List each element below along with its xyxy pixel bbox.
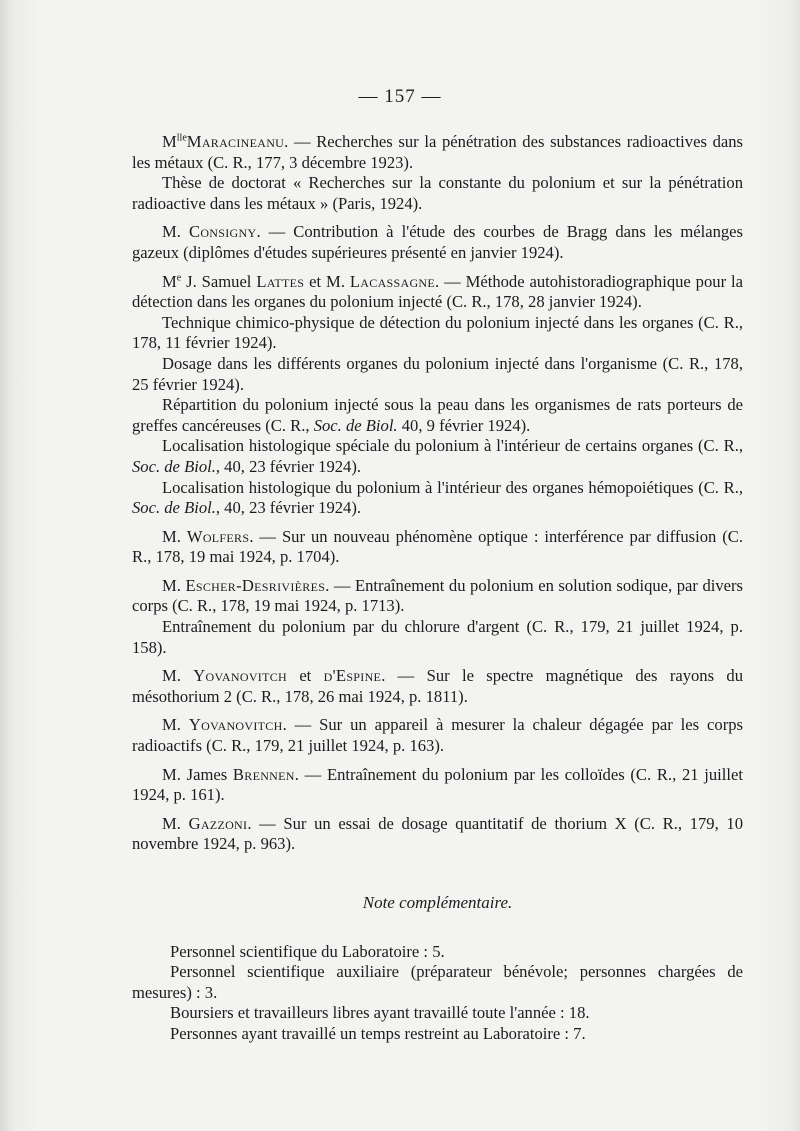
publication-journal: Soc. de Biol. — [313, 415, 398, 435]
author-conjunction: et — [286, 666, 324, 686]
author-name: Brennen — [232, 764, 295, 784]
author-name: Maracineanu — [186, 132, 285, 151]
publication-text: Thèse de doctorat « Recherches sur la constante du polonium et sur la pénétration radioactive dans les métaux » (Paris, 1924). — [132, 173, 743, 213]
publication-journal: Soc. de Biol. — [132, 456, 216, 476]
author-name: Gazzoni — [188, 813, 248, 833]
publication-journal: Soc. de Biol. — [132, 498, 216, 518]
note-title: Note complémentaire. — [362, 893, 513, 912]
page-number: — 157 — — [358, 86, 442, 107]
publication-paragraph — [132, 617, 743, 658]
publication-paragraph — [132, 436, 743, 477]
publication-paragraph — [132, 272, 743, 313]
publication-text: . — Sur un appareil à mesurer la chaleur dégagée par les corps radioactifs (C. R., 179, 21 juillet 1924, p. 163). — [132, 715, 743, 756]
author-given-name: J. Samuel — [181, 271, 257, 291]
publication-text: Entraînement du polonium par du chlorure d'argent (C. R., 179, 21 juillet 1924, p. 158). — [132, 617, 743, 657]
publication-paragraph — [132, 527, 743, 568]
publication-text: . — Sur un nouveau phénomène optique : interférence par diffusion (C. R., 178, 19 mai 1924, p. 1704). — [132, 526, 743, 567]
publication-paragraph — [132, 222, 743, 263]
publication-entry — [132, 132, 743, 214]
publication-paragraph — [132, 173, 743, 214]
author-name: Lattes — [256, 271, 305, 291]
publication-text: Localisation histologique du polonium à l'intérieur des organes hémopoiétiques (C. R., — [162, 477, 743, 497]
publication-text: Technique chimico-physique de détection du polonium injecté dans les organes (C. R., 178, 11 février 1924). — [132, 312, 743, 353]
author-name: Escher-Desrivières — [185, 575, 326, 595]
author-title: M. — [162, 715, 189, 735]
author-title-superscript: e — [176, 272, 182, 284]
publication-paragraph — [132, 354, 743, 395]
publication-text: Dosage dans les différents organes du polonium injecté dans l'organisme (C. R., 178, 25 février 1924). — [132, 353, 743, 394]
author-title: M — [162, 132, 177, 151]
publication-list — [132, 132, 743, 1045]
publication-text: , 40, 23 février 1924). — [215, 498, 362, 518]
publication-text: , 40, 23 février 1924). — [215, 456, 362, 476]
publication-entry — [132, 666, 743, 707]
author-name: Consigny — [188, 222, 257, 242]
publication-text: . — Contribution à l'étude des courbes de Bragg dans les mélanges gazeux (diplômes d'études supérieures présenté en janvier 1924). — [132, 222, 743, 262]
author-name: d'Espine — [323, 666, 382, 686]
note-line: Personnel scientifique auxiliaire (préparateur bénévole; personnes chargées de mesures) : 3. — [132, 962, 743, 1002]
publication-entry — [132, 765, 743, 806]
publication-paragraph — [132, 478, 743, 519]
publication-paragraph — [132, 395, 743, 436]
publication-entry — [132, 814, 743, 855]
note-line: Personnel scientifique du Laboratoire : 5. — [170, 941, 445, 961]
author-conjunction: et M. — [304, 271, 350, 291]
publication-text: . — Sur le spectre magnétique des rayons du mésothorium 2 (C. R., 178, 26 mai 1924, p. 1811). — [132, 666, 743, 706]
publication-paragraph — [132, 666, 743, 707]
note-section — [132, 942, 743, 1045]
author-name: Wolfers — [186, 526, 250, 546]
publication-paragraph — [132, 313, 743, 354]
note-line: Boursiers et travailleurs libres ayant travaillé toute l'année : 18. — [170, 1003, 590, 1023]
publication-text: 40, 9 février 1924). — [397, 415, 531, 435]
publication-paragraph — [132, 576, 743, 617]
author-title: M. — [162, 666, 194, 686]
author-title: M. — [162, 526, 187, 546]
publication-text: . — Sur un essai de dosage quantitatif de thorium X (C. R., 179, 10 novembre 1924, p. 963). — [132, 813, 743, 854]
publication-paragraph — [132, 765, 743, 806]
author-name: Yovanovitch — [188, 715, 283, 735]
publication-text: . — Méthode autohistoradiographique pour la détection dans les organes du polonium injecté (C. R., 178, 28 janvier 1924). — [132, 271, 743, 312]
author-title: M. — [162, 222, 189, 242]
publication-entry — [132, 222, 743, 263]
author-title: M. James — [162, 764, 233, 784]
publication-text: Localisation histologique spéciale du polonium à l'intérieur de certains organes (C. R., — [162, 436, 743, 456]
author-name: Yovanovitch — [193, 666, 287, 686]
publication-entry — [132, 272, 743, 519]
publication-entry — [132, 715, 743, 756]
author-name: Lacassagne — [349, 271, 436, 291]
publication-paragraph — [132, 814, 743, 855]
publication-entry — [132, 527, 743, 568]
publication-paragraph — [132, 715, 743, 756]
author-title-superscript: lle — [176, 132, 187, 144]
publication-entry — [132, 576, 743, 658]
publication-text: Répartition du polonium injecté sous la peau dans les organismes de rats porteurs de greffes cancéreuses (C. R., — [132, 395, 743, 435]
author-title: M. — [162, 813, 189, 833]
author-title: M — [162, 271, 177, 291]
publication-text: . — Entraînement du polonium en solution sodique, par divers corps (C. R., 178, 19 mai 1924, p. 1713). — [132, 575, 743, 616]
publication-paragraph — [132, 132, 743, 173]
author-title: M. — [162, 575, 186, 595]
publication-text: . — Entraînement du polonium par les colloïdes (C. R., 21 juillet 1924, p. 161). — [132, 764, 743, 805]
note-line: Personnes ayant travaillé un temps restreint au Laboratoire : 7. — [170, 1023, 586, 1043]
publication-text: . — Recherches sur la pénétration des substances radioactives dans les métaux (C. R., 177, 3 décembre 1923). — [132, 132, 743, 172]
